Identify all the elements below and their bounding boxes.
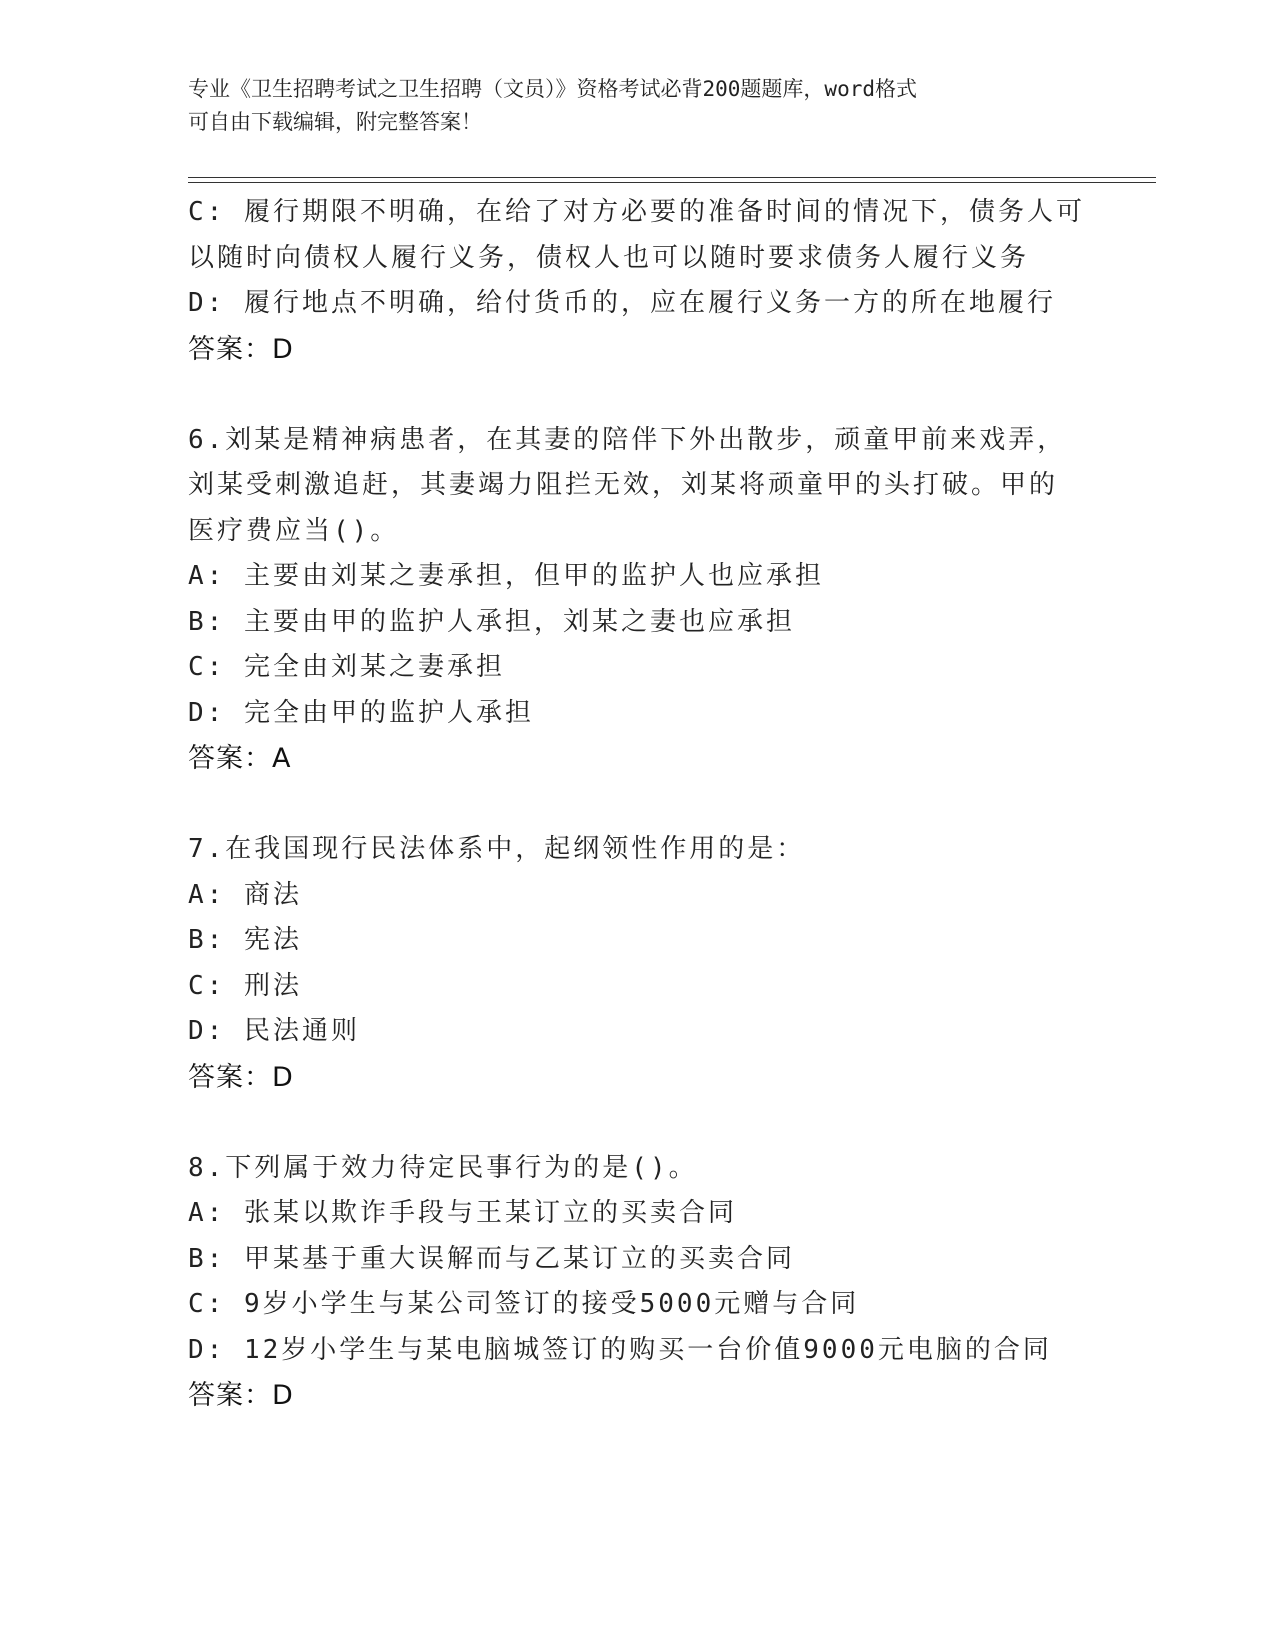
option-d: D: 履行地点不明确，给付货币的，应在履行义务一方的所在地履行 bbox=[188, 288, 1056, 318]
option-c: C: 9岁小学生与某公司签订的接受5000元赠与合同 bbox=[188, 1289, 860, 1319]
header-rule-top bbox=[188, 177, 1156, 178]
spacer bbox=[188, 782, 1148, 828]
question-stem-continued: 医疗费应当()。 bbox=[188, 515, 400, 546]
answer-label: 答案：D bbox=[188, 1061, 294, 1093]
header-rule-bottom bbox=[188, 182, 1156, 183]
option-c: C: 刑法 bbox=[188, 970, 302, 1001]
option-c: C: 完全由刘某之妻承担 bbox=[188, 652, 505, 682]
question-5-tail bbox=[188, 190, 1148, 372]
option-d: D: 民法通则 bbox=[188, 1016, 360, 1046]
option-a: A: 商法 bbox=[188, 879, 302, 910]
question-8 bbox=[188, 1146, 1148, 1419]
question-stem: 6.刘某是精神病患者，在其妻的陪伴下外出散步，顽童甲前来戏弄， bbox=[188, 424, 1067, 455]
option-b: B: 甲某基于重大误解而与乙某订立的买卖合同 bbox=[188, 1243, 795, 1274]
option-b: B: 宪法 bbox=[188, 925, 302, 955]
page-header bbox=[188, 73, 1088, 139]
answer-label: 答案：D bbox=[188, 333, 294, 365]
option-b: B: 主要由甲的监护人承担，刘某之妻也应承担 bbox=[188, 606, 795, 637]
question-list bbox=[188, 190, 1148, 1419]
spacer bbox=[188, 1100, 1148, 1146]
question-stem: 8.下列属于效力待定民事行为的是()。 bbox=[188, 1152, 698, 1183]
option-d: D: 完全由甲的监护人承担 bbox=[188, 697, 534, 728]
answer-label: 答案：A bbox=[188, 743, 292, 774]
option-c: C: 履行期限不明确，在给了对方必要的准备时间的情况下，债务人可 bbox=[188, 197, 1085, 227]
question-stem-continued: 刘某受刺激追赶，其妻竭力阻拦无效，刘某将顽童甲的头打破。甲的 bbox=[188, 470, 1059, 500]
option-a: A: 主要由刘某之妻承担，但甲的监护人也应承担 bbox=[188, 561, 824, 591]
option-c-continued: 以随时向债权人履行义务，债权人也可以随时要求债务人履行义务 bbox=[188, 242, 1030, 273]
option-a: A: 张某以欺诈手段与王某订立的买卖合同 bbox=[188, 1198, 737, 1228]
header-title-line-2: 可自由下载编辑，附完整答案！ bbox=[188, 110, 482, 134]
question-6 bbox=[188, 418, 1148, 782]
question-7 bbox=[188, 827, 1148, 1100]
question-stem: 7.在我国现行民法体系中，起纲领性作用的是： bbox=[188, 834, 806, 864]
answer-label: 答案：D bbox=[188, 1380, 294, 1411]
header-title-line-1: 专业《卫生招聘考试之卫生招聘（文员）》资格考试必背200题题库，word格式 bbox=[188, 77, 917, 101]
option-d: D: 12岁小学生与某电脑城签订的购买一台价值9000元电脑的合同 bbox=[188, 1334, 1052, 1365]
spacer bbox=[188, 372, 1148, 418]
